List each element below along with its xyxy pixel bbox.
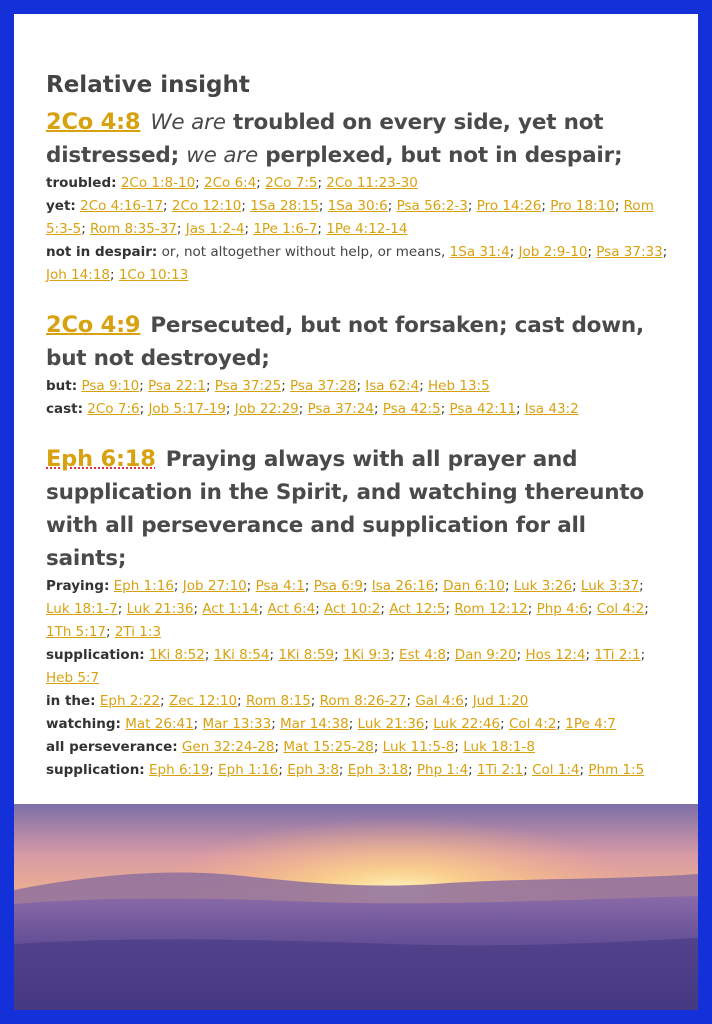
cross-reference-link[interactable]: Gen 32:24-28 xyxy=(181,739,275,755)
cross-reference-link[interactable]: Act 1:14 xyxy=(202,601,259,617)
cross-reference-link[interactable]: Luk 22:46 xyxy=(433,716,501,732)
cross-reference-link[interactable]: Psa 37:24 xyxy=(307,401,375,417)
cross-reference-link[interactable]: Luk 11:5-8 xyxy=(382,739,455,755)
cross-reference-link[interactable]: Psa 6:9 xyxy=(313,578,363,594)
verse-heading xyxy=(46,106,670,172)
cross-reference-link[interactable]: 1Ki 8:54 xyxy=(213,647,270,663)
cross-reference-line: cast: 2Co 7:6; Job 5:17-19; Job 22:29; Psa 37:24; Psa 42:5; Psa 42:11; Isa 43:2 xyxy=(46,401,579,417)
cross-reference-link[interactable]: 1Th 5:17 xyxy=(46,624,106,640)
cross-reference-line: troubled: 2Co 1:8-10; 2Co 6:4; 2Co 7:5; 2Co 11:23-30 xyxy=(46,175,418,191)
cross-reference-link[interactable]: Eph 6:19 xyxy=(149,762,210,778)
cross-reference-link[interactable]: Psa 4:1 xyxy=(255,578,305,594)
cross-reference-label: cast: xyxy=(46,401,83,417)
cross-reference-link[interactable]: Rom 8:15 xyxy=(246,693,311,709)
cross-reference-link[interactable]: Mar 14:38 xyxy=(280,716,349,732)
cross-reference-link[interactable]: Psa 56:2-3 xyxy=(396,198,468,214)
cross-reference-link[interactable]: Psa 9:10 xyxy=(81,378,140,394)
cross-reference-link[interactable]: Luk 3:37 xyxy=(580,578,640,594)
cross-reference-line: not in despair: or, not altogether without help, or means, 1Sa 31:4; Job 2:9-10; Psa 37:33; Joh 14:18; 1Co 10:13 xyxy=(46,244,668,283)
cross-reference-link[interactable]: Jud 1:20 xyxy=(472,693,529,709)
cross-reference-link[interactable]: 1Sa 30:6 xyxy=(327,198,388,214)
cross-reference-link[interactable]: 2Co 4:16-17 xyxy=(80,198,164,214)
verse-list xyxy=(46,106,670,782)
cross-reference-line: in the: Eph 2:22; Zec 12:10; Rom 8:15; Rom 8:26-27; Gal 4:6; Jud 1:20 xyxy=(46,693,529,709)
cross-reference-link[interactable]: Rom 12:12 xyxy=(454,601,528,617)
cross-reference-link[interactable]: Col 4:2 xyxy=(596,601,645,617)
cross-reference-link[interactable]: Luk 21:36 xyxy=(357,716,425,732)
cross-reference-link[interactable]: Eph 2:22 xyxy=(99,693,161,709)
cross-reference-link[interactable]: 1Ti 2:1 xyxy=(477,762,524,778)
cross-reference-label: yet: xyxy=(46,198,76,214)
cross-reference-link[interactable]: 2Co 1:8-10 xyxy=(120,175,196,191)
cross-reference-line: supplication: Eph 6:19; Eph 1:16; Eph 3:8; Eph 3:18; Php 1:4; 1Ti 2:1; Col 1:4; Phm 1:5 xyxy=(46,762,645,778)
verse-text-segment: perplexed, but not in despair; xyxy=(257,143,623,168)
cross-reference-link[interactable]: Heb 13:5 xyxy=(428,378,490,394)
cross-reference-label: watching: xyxy=(46,716,121,732)
cross-reference-line: but: Psa 9:10; Psa 22:1; Psa 37:25; Psa 37:28; Isa 62:4; Heb 13:5 xyxy=(46,378,490,394)
cross-reference-label: in the: xyxy=(46,693,96,709)
cross-reference-link[interactable]: Luk 3:26 xyxy=(513,578,573,594)
cross-reference-link[interactable]: Dan 9:20 xyxy=(454,647,517,663)
cross-reference-link[interactable]: Pro 14:26 xyxy=(476,198,542,214)
cross-reference-link[interactable]: Luk 18:1-8 xyxy=(463,739,535,755)
cross-reference-label: but: xyxy=(46,378,78,394)
cross-reference-label: not in despair: xyxy=(46,244,158,260)
cross-reference-link[interactable]: Psa 42:5 xyxy=(382,401,441,417)
cross-reference-link[interactable]: Rom 5:3-5 xyxy=(46,198,654,237)
cross-reference-link[interactable]: Psa 42:11 xyxy=(449,401,516,417)
cross-reference-link[interactable]: Act 10:2 xyxy=(324,601,381,617)
cross-reference-link[interactable]: Est 4:8 xyxy=(399,647,446,663)
cross-reference-link[interactable]: Gal 4:6 xyxy=(415,693,464,709)
cross-reference-line: Praying: Eph 1:16; Job 27:10; Psa 4:1; Psa 6:9; Isa 26:16; Dan 6:10; Luk 3:26; Luk 3:37; Luk 18:1-7; Luk 21:36; Act 1:14; Act 6:4; Act 10:2; Act 12:5; Rom 12:12; Php 4:6; Col 4:2; 1Th 5:17; 2Ti 1:3 xyxy=(46,578,649,640)
cross-reference-link[interactable]: 2Co 12:10 xyxy=(171,198,242,214)
cross-reference-label: supplication: xyxy=(46,647,145,663)
cross-reference-link[interactable]: 1Pe 1:6-7 xyxy=(253,221,318,237)
cross-reference-link[interactable]: 1Sa 31:4 xyxy=(449,244,510,260)
cross-reference-link[interactable]: 1Pe 4:12-14 xyxy=(326,221,408,237)
cross-reference-label: Praying: xyxy=(46,578,110,594)
cross-reference-link[interactable]: Eph 3:8 xyxy=(287,762,339,778)
cross-reference-link[interactable]: Luk 21:36 xyxy=(126,601,194,617)
cross-reference-link[interactable]: 1Ki 9:3 xyxy=(342,647,391,663)
verse-heading xyxy=(46,309,670,375)
cross-reference-link[interactable]: 1Ki 8:52 xyxy=(149,647,205,663)
verse-italic-text: we are xyxy=(186,143,258,168)
cross-reference-link[interactable]: Dan 6:10 xyxy=(443,578,505,594)
cross-reference-link[interactable]: Isa 26:16 xyxy=(371,578,435,594)
cross-reference-label: troubled: xyxy=(46,175,117,191)
verse-block xyxy=(46,309,670,421)
cross-reference-link[interactable]: Job 27:10 xyxy=(182,578,247,594)
cross-reference-link[interactable]: 1Ki 8:59 xyxy=(278,647,335,663)
cross-reference-link[interactable]: Php 4:6 xyxy=(536,601,588,617)
cross-reference-link[interactable]: 1Sa 28:15 xyxy=(250,198,319,214)
cross-reference-link[interactable]: Rom 8:35-37 xyxy=(90,221,177,237)
cross-reference-label: supplication: xyxy=(46,762,145,778)
cross-reference-link[interactable]: 1Co 10:13 xyxy=(118,267,189,283)
cross-reference-link[interactable]: Hos 12:4 xyxy=(525,647,586,663)
cross-reference-link[interactable]: Mat 26:41 xyxy=(125,716,194,732)
cross-reference-link[interactable]: Col 4:2 xyxy=(508,716,557,732)
verse-text-segment: troubled on every side, yet not distressed; xyxy=(46,110,604,168)
cross-reference-link[interactable]: 1Pe 4:7 xyxy=(565,716,616,732)
cross-reference-link[interactable]: Luk 18:1-7 xyxy=(46,601,118,617)
cross-reference-link[interactable]: Heb 5:7 xyxy=(46,670,100,686)
verse-text-segment: Praying always with all prayer and supplication in the Spirit, and watching thereunto with all perseverance and supplication for all saints; xyxy=(46,447,644,571)
cross-reference-link[interactable]: 2Co 7:5 xyxy=(265,175,318,191)
sunset-landscape-image xyxy=(14,804,698,1010)
page-heading: Relative insight xyxy=(46,72,250,98)
cross-reference-line: watching: Mat 26:41; Mar 13:33; Mar 14:38; Luk 21:36; Luk 22:46; Col 4:2; 1Pe 4:7 xyxy=(46,716,616,732)
cross-reference-line: supplication: 1Ki 8:52; 1Ki 8:54; 1Ki 8:59; 1Ki 9:3; Est 4:8; Dan 9:20; Hos 12:4; 1Ti 2:1; Heb 5:7 xyxy=(46,647,646,686)
verse-block xyxy=(46,106,670,287)
cross-reference-link[interactable]: Psa 37:33 xyxy=(596,244,663,260)
cross-reference-link[interactable]: Mar 13:33 xyxy=(202,716,272,732)
cross-reference-link[interactable]: Isa 43:2 xyxy=(524,401,579,417)
cross-reference-link[interactable]: Phm 1:5 xyxy=(588,762,645,778)
cross-reference-link[interactable]: Pro 18:10 xyxy=(550,198,615,214)
verse-reference-link[interactable]: Eph 6:18 xyxy=(46,446,156,472)
cross-reference-link[interactable]: Rom 8:26-27 xyxy=(319,693,407,709)
cross-reference-link[interactable]: Zec 12:10 xyxy=(168,693,238,709)
cross-reference-link[interactable]: Isa 62:4 xyxy=(365,378,420,394)
cross-reference-line: yet: 2Co 4:16-17; 2Co 12:10; 1Sa 28:15; 1Sa 30:6; Psa 56:2-3; Pro 14:26; Pro 18:10; Rom 5:3-5; Rom 8:35-37; Jas 1:2-4; 1Pe 1:6-7; 1Pe 4:12-14 xyxy=(46,198,654,237)
cross-reference-link[interactable]: Psa 37:25 xyxy=(214,378,282,394)
verse-heading xyxy=(46,443,670,575)
cross-reference-link[interactable]: Php 1:4 xyxy=(416,762,469,778)
cross-reference-link[interactable]: Psa 22:1 xyxy=(148,378,206,394)
cross-reference-line: all perseverance: Gen 32:24-28; Mat 15:25-28; Luk 11:5-8; Luk 18:1-8 xyxy=(46,739,535,755)
cross-reference-link[interactable]: 2Ti 1:3 xyxy=(114,624,162,640)
cross-reference-link[interactable]: 2Co 6:4 xyxy=(204,175,257,191)
verse-block xyxy=(46,443,670,782)
page-frame xyxy=(14,14,698,1010)
cross-reference-link[interactable]: Act 12:5 xyxy=(389,601,446,617)
verse-reference-link[interactable]: 2Co 4:8 xyxy=(46,109,141,135)
cross-reference-label: all perseverance: xyxy=(46,739,178,755)
cross-reference-link[interactable]: 2Co 11:23-30 xyxy=(326,175,418,191)
cross-reference-link[interactable]: Eph 1:16 xyxy=(113,578,174,594)
cross-reference-link[interactable]: 2Co 7:6 xyxy=(87,401,140,417)
cross-reference-note: or, not altogether without help, or means, xyxy=(161,244,446,260)
cross-reference-link[interactable]: Jas 1:2-4 xyxy=(185,221,245,237)
cross-reference-link[interactable]: Eph 1:16 xyxy=(218,762,279,778)
verse-italic-text: We are xyxy=(150,110,226,135)
cross-reference-link[interactable]: Col 1:4 xyxy=(532,762,580,778)
cross-reference-link[interactable]: 1Ti 2:1 xyxy=(594,647,641,663)
cross-reference-link[interactable]: Job 22:29 xyxy=(234,401,299,417)
cross-reference-link[interactable]: Eph 3:18 xyxy=(347,762,409,778)
verse-text-segment: Persecuted, but not forsaken; cast down, but not destroyed; xyxy=(46,313,644,371)
verse-reference-link[interactable]: 2Co 4:9 xyxy=(46,312,141,338)
content xyxy=(46,72,670,782)
cross-reference-link[interactable]: Job 2:9-10 xyxy=(518,244,588,260)
cross-reference-link[interactable]: Psa 37:28 xyxy=(290,378,357,394)
cross-reference-link[interactable]: Mat 15:25-28 xyxy=(283,739,374,755)
cross-reference-link[interactable]: Act 6:4 xyxy=(267,601,316,617)
cross-reference-link[interactable]: Job 5:17-19 xyxy=(148,401,226,417)
cross-reference-link[interactable]: Joh 14:18 xyxy=(46,267,110,283)
